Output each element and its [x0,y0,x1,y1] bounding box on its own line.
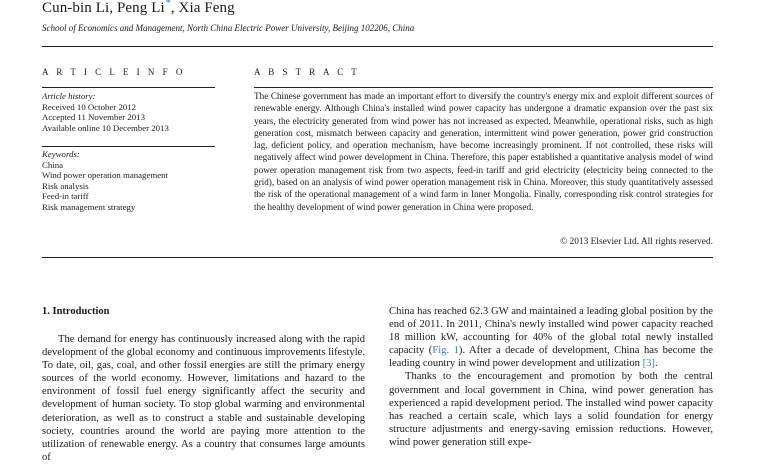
keywords-label: Keywords: [42,149,80,159]
keyword-item: Risk analysis [42,180,89,191]
body-column-left [42,333,365,464]
affiliation: School of Economics and Management, North China Electric Power University, Beijing 102206, China [42,23,415,33]
abstract-bottom-divider [42,257,713,258]
keyword-item: Feed-in tariff [42,191,89,202]
header-divider [42,46,713,47]
intro-paragraph-1: The demand for energy has continuously increased along with the rapid development of the global economy and continuous improvements lifestyle. To date, oil, gas, coal, and other fossil energies are still the primary energy sources of the world economy. However, limitations and hazard to the environment of fossil fuel energy significantly affect the security and development of human society. To stop global warming and environmental deterioration, as well as to construct a stable and sustainable developing society, countries around the world are paying more attention to the utilization of renewable energy. As a country that consumes large amounts of [42,334,365,463]
history-label: Article history: [42,91,96,101]
keyword-item: Wind power operation management [42,170,168,181]
history-available: Available online 10 December 2013 [42,122,169,133]
authors-tail: , Xia Feng [170,0,235,16]
intro-text-segment: China has reached 62.3 GW and maintained a leading global position by the end of 2011. In 2011, China's newly installed wind power capacity reached 18 million kW, accounting for 40% of the global total newly installed capacity ( [389,306,713,357]
article-history [42,91,222,133]
intro-paragraph-continued [389,305,713,370]
authors-names: Cun-bin Li, Peng Li [42,0,165,16]
keyword-item: Risk management strategy [42,201,136,212]
abstract-heading: A B S T R A C T [254,67,360,77]
history-received: Received 10 October 2012 [42,101,137,112]
intro-text-segment: . [654,358,658,370]
body-column-right [389,305,713,449]
copyright-notice: © 2013 Elsevier Ltd. All rights reserved. [560,237,713,247]
keyword-item: China [42,159,64,170]
intro-text-segment: ). After a decade of development, China has become the leading country in wind power development and utilization [389,345,713,370]
keywords-block [42,149,242,213]
corresponding-author-mark[interactable]: * [165,0,171,9]
authors-line [42,0,235,17]
intro-paragraph-2: Thanks to the encouragement and promotion by both the central government and local government in China, wind power generation has experienced a rapid development period. The installed wind power capacity has reached a certain scale, which lays a solid foundation for energy structure adjustments and energy-saving emission reductions. However, wind power generation still expe- [389,371,713,448]
history-accepted: Accepted 11 November 2013 [42,112,146,123]
abstract-text: The Chinese government has made an important effort to diversify the country's energy mix and exploit different sources of renewable energy. Although China's installed wind power capacity has undergone a dramatic expansion over the past six years, the electricity generated from wind power has not increased as expected. Meanwhile, operational risks, such as high generation cost, mismatch between capacity and generation, intermittent wind power generation, power grid construction lag, deficient policy, and operation mechanism, have become increasingly prominent. If not controlled, these risks will negatively affect wind power development in China. Therefore, this paper established a quantitative analysis model of wind power operation management risk from two aspects, feed-in tariff and grid electricity (electricity being connected to the grid), based on an analysis of wind power operation management risk in China. Moreover, this study quantitatively assessed the risk of the operational management of a wind farm in Inner Mongolia. Finally, corresponding risk control strategies for the healthy development of wind power generation in China were proposed. [254,91,713,212]
article-info-divider [42,87,215,88]
article-info-heading: A R T I C L E I N F O [42,67,186,77]
keywords-divider [42,146,215,147]
abstract-divider [254,87,713,88]
citation-link[interactable]: [3] [642,358,655,370]
section-heading-introduction: 1. Introduction [42,306,110,317]
figure-link[interactable]: Fig. 1 [432,345,459,357]
